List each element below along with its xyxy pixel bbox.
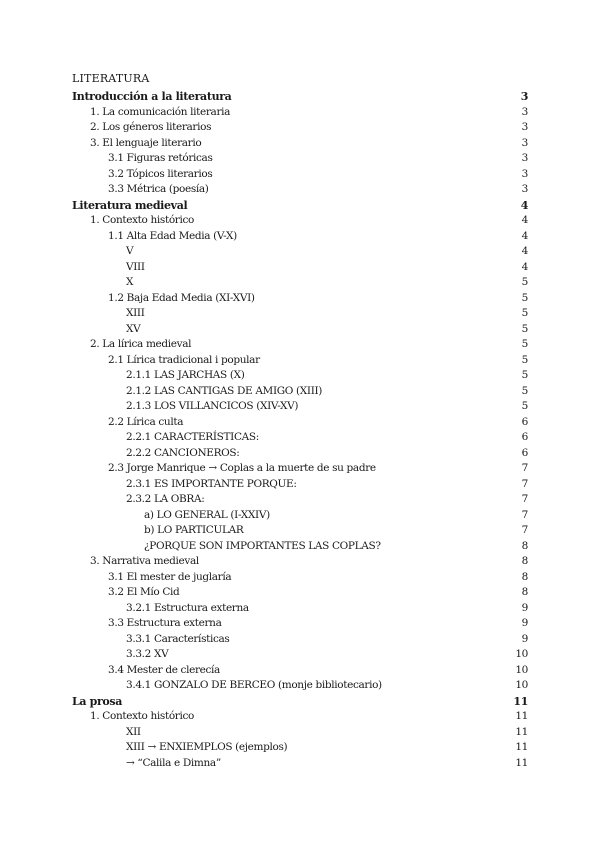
- toc-entry[interactable]: [72, 353, 528, 369]
- toc-entry-label: V: [126, 245, 134, 257]
- toc-entry-page-number: 5: [521, 384, 528, 397]
- table-of-contents: [72, 89, 528, 771]
- toc-entry-label: 1. La comunicación literaria: [90, 105, 231, 118]
- toc-entry[interactable]: [72, 167, 528, 183]
- toc-entry[interactable]: [72, 632, 528, 648]
- toc-entry-label: 2. Los géneros literarios: [90, 121, 212, 133]
- toc-entry-page-number: 8: [521, 555, 528, 567]
- toc-entry-label: 2.2.1 CARACTERÍSTICAS:: [126, 431, 259, 443]
- toc-entry-page-number: 8: [521, 570, 528, 583]
- toc-entry-page-number: 4: [520, 198, 528, 212]
- toc-entry[interactable]: [72, 229, 528, 245]
- toc-entry[interactable]: [72, 182, 528, 198]
- toc-entry-page-number: 5: [521, 369, 528, 381]
- toc-entry-page-number: 3: [521, 136, 528, 149]
- toc-entry-page-number: 4: [521, 229, 528, 242]
- toc-entry-page-number: 7: [521, 477, 528, 490]
- toc-entry-page-number: 5: [521, 307, 528, 319]
- toc-entry[interactable]: [72, 136, 528, 152]
- toc-entry[interactable]: [72, 213, 528, 229]
- toc-entry-page-number: 3: [521, 167, 528, 180]
- toc-entry[interactable]: [72, 523, 528, 539]
- toc-entry-label: 2.3 Jorge Manrique → Coplas a la muerte de su padre: [108, 462, 376, 474]
- toc-entry-page-number: 7: [521, 524, 528, 536]
- toc-entry-page-number: 3: [521, 121, 528, 133]
- toc-entry[interactable]: [72, 647, 528, 663]
- toc-entry-page-number: 3: [521, 105, 528, 118]
- toc-entry-page-number: 5: [521, 353, 528, 366]
- toc-entry-label: 3.2.1 Estructura externa: [126, 601, 249, 614]
- toc-entry[interactable]: [72, 306, 528, 322]
- toc-entry-page-number: 6: [521, 431, 528, 443]
- toc-entry-label: XV: [126, 322, 141, 335]
- toc-entry-label: 3.1 Figuras retóricas: [108, 152, 213, 164]
- toc-entry-page-number: 10: [515, 663, 528, 676]
- toc-entry-page-number: 7: [521, 508, 528, 521]
- toc-entry-label: 2.3.2 LA OBRA:: [126, 493, 205, 505]
- toc-entry-page-number: 5: [521, 338, 528, 350]
- toc-entry[interactable]: [72, 244, 528, 260]
- toc-entry-label: 3.3 Métrica (poesía): [108, 183, 209, 195]
- toc-entry[interactable]: [72, 337, 528, 353]
- toc-entry-page-number: 10: [515, 648, 528, 660]
- toc-entry[interactable]: [72, 198, 528, 214]
- toc-entry-label: 2.1.1 LAS JARCHAS (X): [126, 369, 245, 381]
- toc-entry-page-number: 9: [521, 632, 528, 645]
- toc-entry[interactable]: [72, 694, 528, 710]
- toc-entry-label: a) LO GENERAL (I-XXIV): [144, 508, 270, 521]
- document-title: LITERATURA: [72, 72, 150, 85]
- toc-entry-label: 3.2 Tópicos literarios: [108, 167, 213, 180]
- toc-entry-label: XIII: [126, 307, 145, 319]
- toc-entry-label: ¿PORQUE SON IMPORTANTES LAS COPLAS?: [144, 539, 381, 552]
- toc-entry-label: XIII → ENXIEMPLOS (ejemplos): [126, 741, 288, 753]
- toc-entry[interactable]: [72, 151, 528, 167]
- toc-entry[interactable]: [72, 430, 528, 446]
- toc-entry-page-number: 11: [515, 756, 528, 769]
- toc-entry-label: X: [126, 276, 134, 288]
- toc-entry-page-number: 9: [521, 601, 528, 614]
- toc-entry[interactable]: [72, 275, 528, 291]
- toc-entry-label: 3.2 El Mío Cid: [108, 586, 180, 598]
- toc-entry[interactable]: [72, 461, 528, 477]
- toc-entry[interactable]: [72, 663, 528, 679]
- toc-entry[interactable]: [72, 384, 528, 400]
- toc-entry-label: 3. El lenguaje literario: [90, 136, 202, 149]
- toc-entry-page-number: 7: [521, 493, 528, 505]
- toc-entry-label: 2.2 Lírica culta: [108, 415, 184, 428]
- toc-entry-label: La prosa: [72, 694, 123, 708]
- toc-entry-label: 3.3 Estructura externa: [108, 617, 222, 629]
- toc-entry[interactable]: [72, 570, 528, 586]
- toc-entry-page-number: 11: [515, 725, 528, 738]
- toc-entry-label: 2.1.2 LAS CANTIGAS DE AMIGO (XIII): [126, 384, 323, 397]
- toc-entry-label: 1. Contexto histórico: [90, 214, 194, 226]
- toc-entry-label: 2.3.1 ES IMPORTANTE PORQUE:: [126, 477, 297, 490]
- toc-entry[interactable]: [72, 725, 528, 741]
- toc-entry[interactable]: [72, 89, 528, 105]
- toc-entry[interactable]: [72, 554, 528, 570]
- toc-entry-page-number: 8: [521, 539, 528, 552]
- toc-entry[interactable]: [72, 260, 528, 276]
- toc-entry-label: b) LO PARTICULAR: [144, 524, 244, 536]
- toc-entry-page-number: 5: [521, 322, 528, 335]
- toc-entry[interactable]: [72, 508, 528, 524]
- toc-entry-page-number: 3: [521, 183, 528, 195]
- toc-entry-page-number: 7: [521, 462, 528, 474]
- toc-entry[interactable]: [72, 368, 528, 384]
- toc-entry[interactable]: [72, 415, 528, 431]
- toc-entry-label: XII: [126, 725, 141, 738]
- toc-entry-page-number: 11: [515, 741, 528, 753]
- toc-entry-label: 1.1 Alta Edad Media (V-X): [108, 229, 237, 242]
- toc-entry[interactable]: [72, 291, 528, 307]
- toc-entry-page-number: 5: [521, 276, 528, 288]
- toc-entry[interactable]: [72, 616, 528, 632]
- toc-entry-label: → “Calila e Dimna”: [126, 756, 221, 769]
- toc-entry[interactable]: [72, 477, 528, 493]
- toc-entry[interactable]: [72, 756, 528, 772]
- toc-entry-label: 3.1 El mester de juglaría: [108, 570, 232, 583]
- toc-entry-page-number: 11: [515, 710, 528, 722]
- toc-entry-label: Literatura medieval: [72, 198, 188, 212]
- toc-entry-page-number: 6: [521, 446, 528, 459]
- toc-entry[interactable]: [72, 120, 528, 136]
- toc-entry-label: 3.3.1 Características: [126, 632, 230, 645]
- toc-entry[interactable]: [72, 740, 528, 756]
- toc-entry-page-number: 3: [520, 90, 528, 103]
- toc-entry-page-number: 5: [521, 400, 528, 412]
- toc-entry-page-number: 10: [515, 679, 528, 691]
- toc-entry-page-number: 5: [521, 291, 528, 304]
- toc-entry-page-number: 3: [521, 152, 528, 164]
- toc-entry[interactable]: [72, 601, 528, 617]
- toc-entry[interactable]: [72, 399, 528, 415]
- toc-entry[interactable]: [72, 446, 528, 462]
- toc-entry[interactable]: [72, 539, 528, 555]
- toc-entry-label: Introducción a la literatura: [72, 90, 232, 103]
- toc-entry-label: 3.4.1 GONZALO DE BERCEO (monje bibliotecario): [126, 679, 382, 691]
- toc-entry-page-number: 4: [521, 260, 528, 273]
- toc-entry-label: 2. La lírica medieval: [90, 338, 192, 350]
- toc-entry[interactable]: [72, 492, 528, 508]
- toc-entry-label: 2.1.3 LOS VILLANCICOS (XIV-XV): [126, 400, 299, 412]
- toc-entry-label: 1.2 Baja Edad Media (XI-XVI): [108, 291, 255, 304]
- toc-entry-page-number: 6: [521, 415, 528, 428]
- toc-entry[interactable]: [72, 105, 528, 121]
- toc-entry[interactable]: [72, 322, 528, 338]
- toc-entry-page-number: 9: [521, 617, 528, 629]
- toc-entry[interactable]: [72, 678, 528, 694]
- toc-entry-label: VIII: [126, 260, 145, 273]
- toc-entry-page-number: 4: [521, 245, 528, 257]
- toc-entry-label: 3. Narrativa medieval: [90, 555, 199, 567]
- toc-entry-label: 1. Contexto histórico: [90, 710, 194, 722]
- toc-entry-label: 2.1 Lírica tradicional i popular: [108, 353, 260, 366]
- toc-entry-label: 3.4 Mester de clerecía: [108, 663, 220, 676]
- toc-entry-label: 3.3.2 XV: [126, 648, 169, 660]
- toc-entry-page-number: 4: [521, 214, 528, 226]
- toc-entry-label: 2.2.2 CANCIONEROS:: [126, 446, 240, 459]
- toc-entry-page-number: 8: [521, 586, 528, 598]
- toc-entry[interactable]: [72, 709, 528, 725]
- toc-entry-page-number: 11: [513, 694, 528, 708]
- toc-entry[interactable]: [72, 585, 528, 601]
